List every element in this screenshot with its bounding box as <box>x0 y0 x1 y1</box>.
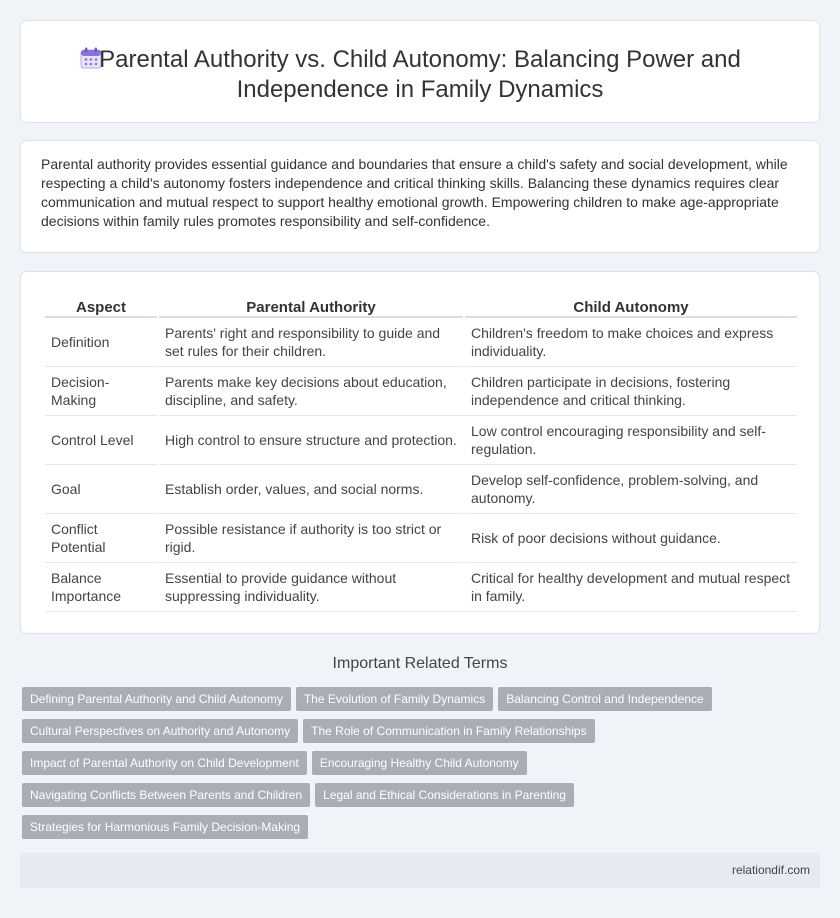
comparison-table <box>43 296 799 612</box>
cell-parental-authority: Establish order, values, and social norms. <box>159 465 463 514</box>
table-row <box>45 318 797 367</box>
cell-aspect: Balance Importance <box>45 563 157 612</box>
table-row <box>45 514 797 563</box>
cell-parental-authority: Parents make key decisions about education, discipline, and safety. <box>159 367 463 416</box>
cell-parental-authority: Parents' right and responsibility to guide and set rules for their children. <box>159 318 463 367</box>
related-term-tag[interactable]: Encouraging Healthy Child Autonomy <box>312 751 527 775</box>
cell-parental-authority: Essential to provide guidance without suppressing individuality. <box>159 563 463 612</box>
related-term-tag[interactable]: Navigating Conflicts Between Parents and Children <box>22 783 310 807</box>
cell-aspect: Control Level <box>45 416 157 465</box>
cell-child-autonomy: Risk of poor decisions without guidance. <box>465 514 797 563</box>
cell-child-autonomy: Low control encouraging responsibility and self-regulation. <box>465 416 797 465</box>
table-row <box>45 367 797 416</box>
cell-child-autonomy: Develop self-confidence, problem-solving, and autonomy. <box>465 465 797 514</box>
cell-child-autonomy: Children participate in decisions, fostering independence and critical thinking. <box>465 367 797 416</box>
cell-parental-authority: Possible resistance if authority is too strict or rigid. <box>159 514 463 563</box>
table-row <box>45 465 797 514</box>
related-term-tag[interactable]: Defining Parental Authority and Child Autonomy <box>22 687 291 711</box>
cell-aspect: Definition <box>45 318 157 367</box>
related-term-tag[interactable]: Cultural Perspectives on Authority and Autonomy <box>22 719 298 743</box>
comparison-table-card <box>20 271 820 634</box>
intro-card <box>20 140 820 253</box>
table-row <box>45 416 797 465</box>
cell-child-autonomy: Children's freedom to make choices and express individuality. <box>465 318 797 367</box>
related-terms-list <box>22 687 822 847</box>
header-child-autonomy: Child Autonomy <box>465 296 797 318</box>
related-term-tag[interactable]: The Evolution of Family Dynamics <box>296 687 493 711</box>
footer-site-link[interactable]: relationdif.com <box>731 863 810 877</box>
header-aspect: Aspect <box>45 296 157 318</box>
intro-text: Parental authority provides essential guidance and boundaries that ensure a child's safety and social development, while respecting a child's autonomy fosters independence and critical thinking skills. Balancing these dynamics requires clear communication and mutual respect to support healthy emotional growth. Empowering children to make age-appropriate decisions within family rules promotes responsibility and self-confidence. <box>41 156 788 229</box>
table-header-row <box>45 296 797 318</box>
cell-aspect: Conflict Potential <box>45 514 157 563</box>
related-term-tag[interactable]: Impact of Parental Authority on Child Development <box>22 751 307 775</box>
cell-child-autonomy: Critical for healthy development and mutual respect in family. <box>465 563 797 612</box>
related-term-tag[interactable]: Legal and Ethical Considerations in Parenting <box>315 783 574 807</box>
cell-aspect: Goal <box>45 465 157 514</box>
related-terms-title: Important Related Terms <box>332 655 508 672</box>
header-parental-authority: Parental Authority <box>159 296 463 318</box>
related-term-tag[interactable]: The Role of Communication in Family Relationships <box>303 719 594 743</box>
page-title: Parental Authority vs. Child Autonomy: Balancing Power and Independence in Family Dynamics <box>99 46 741 103</box>
footer <box>20 853 820 888</box>
header-card <box>20 20 820 123</box>
table-row <box>45 563 797 612</box>
cell-parental-authority: High control to ensure structure and protection. <box>159 416 463 465</box>
related-term-tag[interactable]: Strategies for Harmonious Family Decision-Making <box>22 815 308 839</box>
related-term-tag[interactable]: Balancing Control and Independence <box>498 687 711 711</box>
cell-aspect: Decision-Making <box>45 367 157 416</box>
